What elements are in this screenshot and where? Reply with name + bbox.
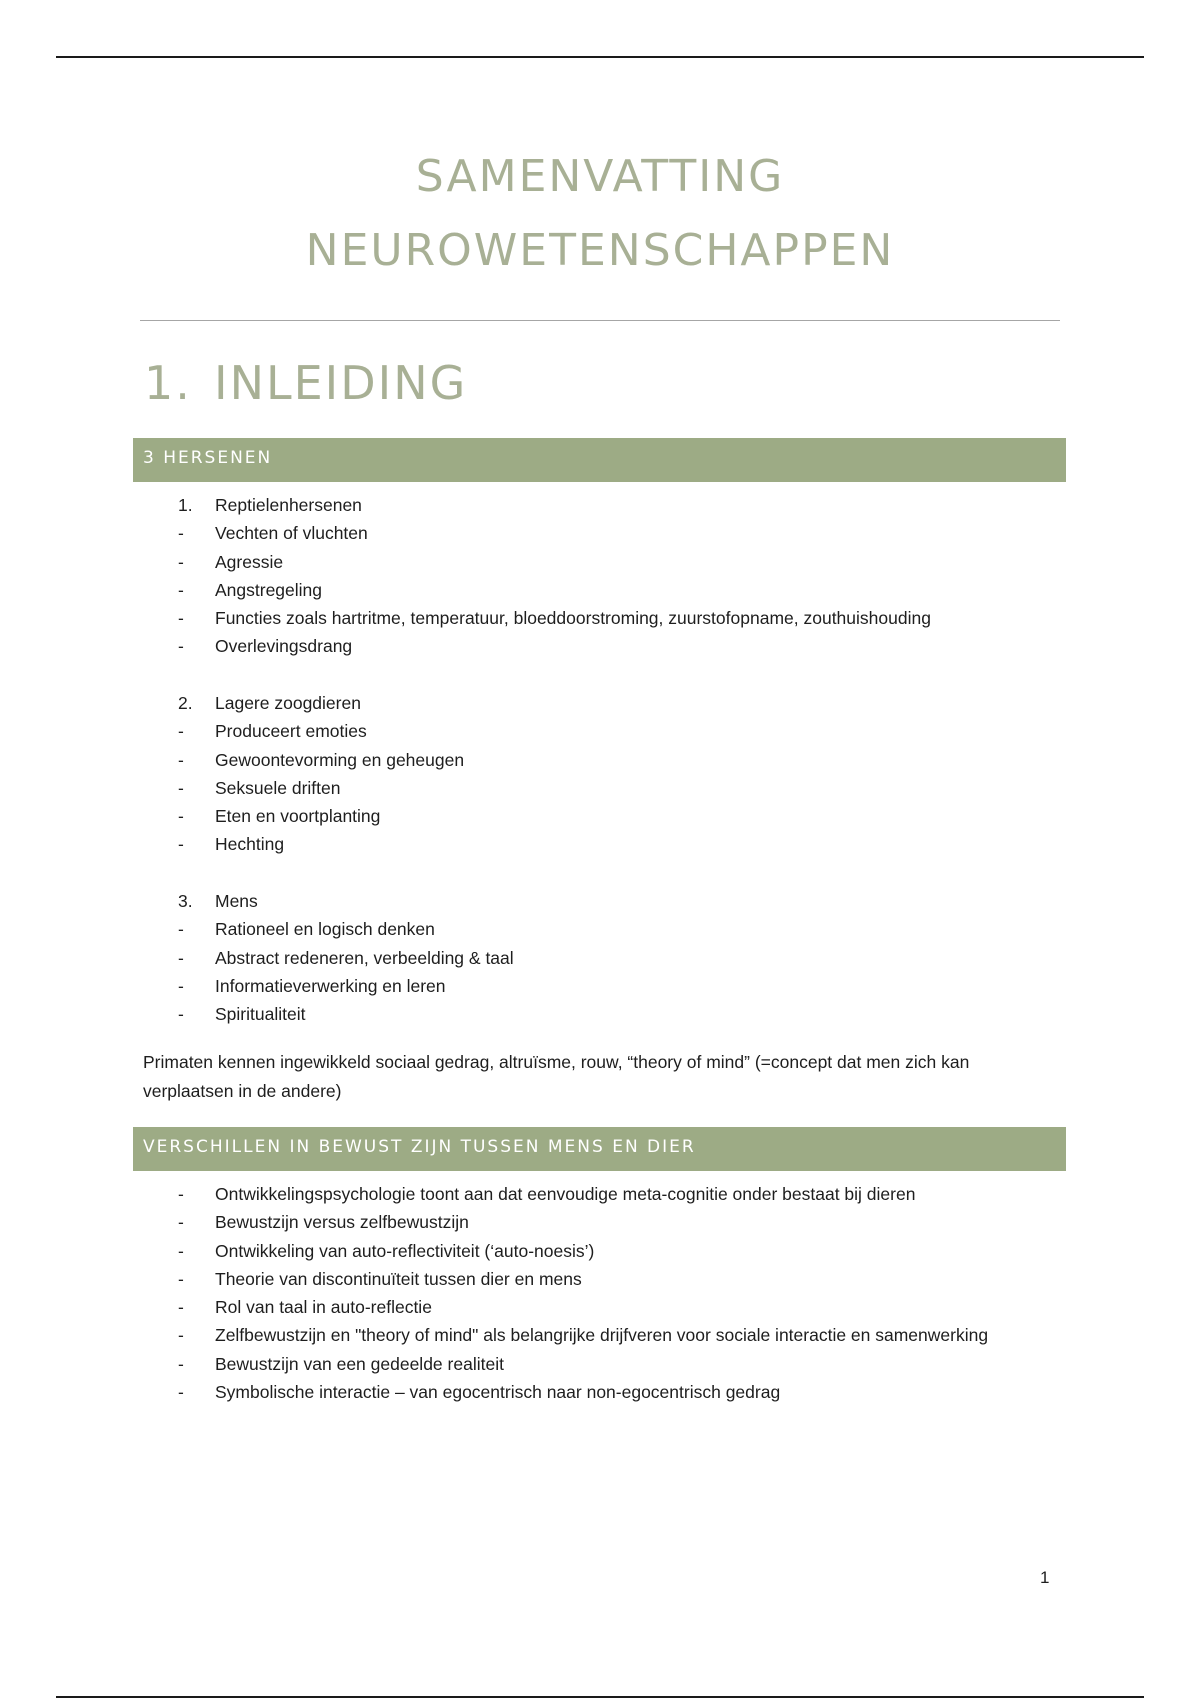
list-item — [178, 1350, 988, 1378]
list-item-text: Rationeel en logisch denken — [215, 919, 435, 940]
page-bottom-rule — [56, 1696, 1144, 1698]
primates-paragraph: Primaten kennen ingewikkeld sociaal gedrag, altruïsme, rouw, “theory of mind” (=concept dat men zich kan verplaatsen in de andere) — [143, 1052, 970, 1101]
list-item-text: Angstregeling — [215, 579, 323, 600]
list-item-text: Gewoontevorming en geheugen — [215, 749, 465, 770]
list-item — [178, 746, 464, 774]
list-item-text: Bewustzijn van een gedeelde realiteit — [215, 1353, 504, 1374]
document-title — [0, 140, 1200, 288]
list-item — [178, 944, 514, 972]
list-item-text: Produceert emoties — [215, 721, 367, 742]
brain-group-lower-mammals — [178, 689, 464, 859]
list-item-text: Bewustzijn versus zelfbewustzijn — [215, 1212, 469, 1233]
list-item-text: Spiritualiteit — [215, 1004, 306, 1025]
list-item-text: Eten en voortplanting — [215, 806, 381, 827]
bullet-dash: - — [178, 919, 184, 940]
bullet-dash: - — [178, 834, 184, 855]
list-item-text: Agressie — [215, 551, 284, 572]
list-item — [178, 774, 464, 802]
section-heading-3-hersenen: 3 HERSENEN — [133, 438, 1066, 482]
bullet-dash: - — [178, 1004, 184, 1025]
chapter-heading — [144, 356, 467, 410]
bullet-dash: - — [178, 1325, 184, 1346]
bullet-dash: - — [178, 579, 184, 600]
bullet-dash: - — [178, 749, 184, 770]
list-item — [178, 1321, 988, 1349]
list-item-text: Hechting — [215, 834, 285, 855]
list-item — [178, 1000, 514, 1028]
list-item — [178, 717, 464, 745]
list-item-text: Overlevingsdrang — [215, 636, 353, 657]
bullet-dash: - — [178, 636, 184, 657]
document-title-line-2: NEUROWETENSCHAPPEN — [305, 225, 895, 276]
list-item-text: Informatieverwerking en leren — [215, 975, 446, 996]
list-item — [178, 519, 931, 547]
list-item-text: Theorie van discontinuïteit tussen dier en mens — [215, 1268, 582, 1289]
page-number: 1 — [1040, 1568, 1050, 1587]
bullet-dash: - — [178, 975, 184, 996]
list-item — [178, 915, 514, 943]
bullet-dash: - — [178, 1268, 184, 1289]
bullet-dash: - — [178, 1212, 184, 1233]
section-heading-verschillen: VERSCHILLEN IN BEWUST ZIJN TUSSEN MENS EN DIER — [133, 1127, 1066, 1171]
list-item-text: Ontwikkeling van auto-reflectiviteit (‘auto-noesis’) — [215, 1240, 595, 1261]
list-item-text: Symbolische interactie – van egocentrisch naar non-egocentrisch gedrag — [215, 1382, 781, 1403]
bullet-dash: - — [178, 947, 184, 968]
list-item — [178, 632, 931, 660]
bullet-dash: - — [178, 721, 184, 742]
list-item — [178, 1265, 988, 1293]
list-item-text: Functies zoals hartritme, temperatuur, bloeddoorstroming, zuurstofopname, zouthuishouding — [215, 608, 931, 629]
brain-group-reptile — [178, 491, 931, 661]
differences-list — [178, 1180, 988, 1406]
list-item-text: Ontwikkelingspsychologie toont aan dat eenvoudige meta-cognitie onder bestaat bij dieren — [215, 1184, 916, 1204]
bullet-dash: - — [178, 1184, 184, 1204]
list-item — [178, 830, 464, 858]
list-number: 2. — [178, 693, 193, 713]
list-item — [178, 1208, 988, 1236]
bullet-dash: - — [178, 1382, 184, 1403]
list-item — [178, 1180, 988, 1208]
list-item-text: Abstract redeneren, verbeelding & taal — [215, 947, 514, 968]
title-underline — [140, 320, 1060, 321]
list-number: 1. — [178, 495, 193, 515]
list-item-text: Seksuele driften — [215, 777, 341, 798]
bullet-dash: - — [178, 1353, 184, 1374]
list-item-text: Vechten of vluchten — [215, 523, 368, 544]
bullet-dash: - — [178, 777, 184, 798]
list-item — [178, 972, 514, 1000]
page-top-rule — [56, 56, 1144, 58]
list-item-text: Mens — [215, 891, 258, 911]
brain-group-human — [178, 887, 514, 1028]
bullet-dash: - — [178, 806, 184, 827]
bullet-dash: - — [178, 1240, 184, 1261]
list-item-numbered — [178, 689, 464, 717]
list-item — [178, 802, 464, 830]
list-item-text: Reptielenhersenen — [215, 495, 362, 515]
bullet-dash: - — [178, 551, 184, 572]
chapter-number: 1. — [144, 356, 192, 410]
list-item-numbered — [178, 887, 514, 915]
bullet-dash: - — [178, 523, 184, 544]
list-item — [178, 604, 931, 632]
list-item — [178, 548, 931, 576]
list-item — [178, 1378, 988, 1406]
bullet-dash: - — [178, 608, 184, 629]
list-number: 3. — [178, 891, 193, 911]
list-item-text: Zelfbewustzijn en "theory of mind" als belangrijke drijfveren voor sociale interactie en samenwerking — [215, 1325, 989, 1346]
list-item — [178, 576, 931, 604]
list-item — [178, 1237, 988, 1265]
list-item — [178, 1293, 988, 1321]
bullet-dash: - — [178, 1297, 184, 1318]
list-item-text: Lagere zoogdieren — [215, 693, 361, 713]
chapter-title: INLEIDING — [214, 356, 468, 410]
list-item-numbered — [178, 491, 931, 519]
document-title-line-1: SAMENVATTING — [415, 151, 785, 202]
list-item-text: Rol van taal in auto-reflectie — [215, 1297, 432, 1318]
